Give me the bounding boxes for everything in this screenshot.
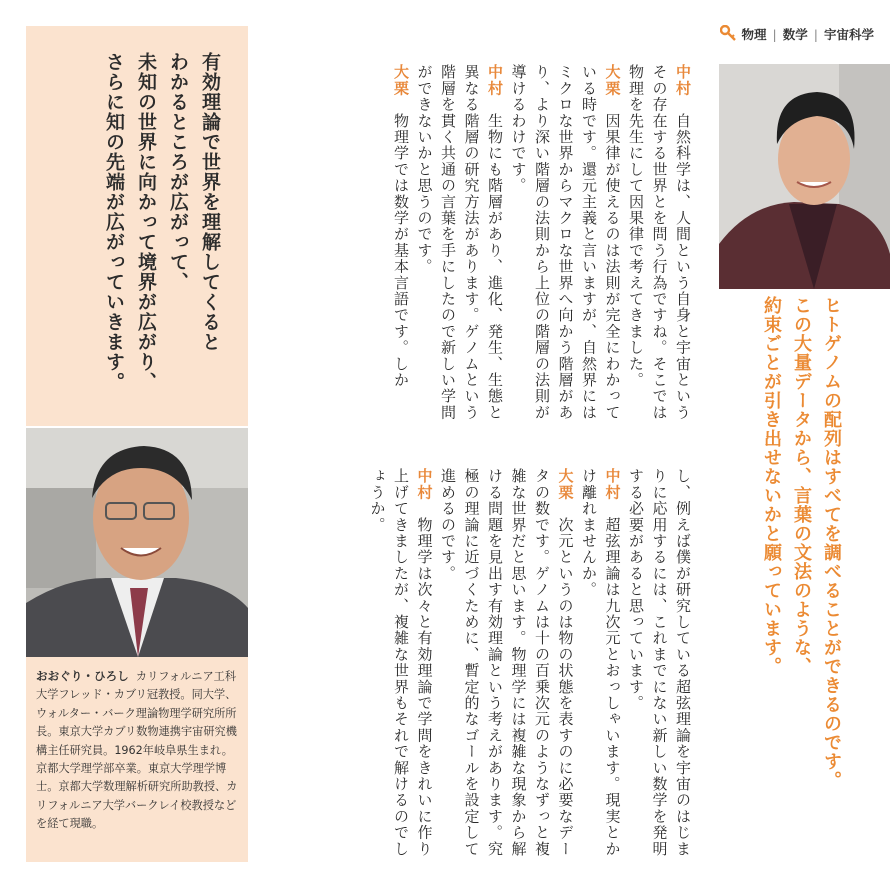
- pull-quote-panel: [26, 26, 248, 426]
- dialogue-paragraph: [624, 64, 695, 434]
- tag-separator: |: [813, 26, 818, 42]
- bio-name: おおぐり・ひろし: [36, 669, 129, 683]
- speaker-label: 大栗: [556, 468, 575, 501]
- photo-ooguri: [26, 428, 248, 657]
- speaker-label: 大栗: [603, 64, 622, 97]
- bio-box: [26, 657, 248, 862]
- dialogue-paragraph: [365, 468, 436, 860]
- dialogue-text: 生物にも階層があり、進化、発生、生態と異なる階層の研究方法があります。ゲノムという階層を貫く共通の言葉を手にしたので新しい学問ができないかと思うのです。: [415, 64, 504, 421]
- dialogue-paragraph: [577, 468, 624, 860]
- key-icon: [720, 25, 736, 44]
- bio-text: カリフォルニア工科大学フレッド・カブリ冠教授。同大学、ウォルター・バーク理論物理学研究所所長。東京大学カブリ数物連携宇宙研究機構主任研究員。1962年岐阜県生まれ。京都大学理学部卒業。東京大学理学博士。京都大学数理解析研究所助教授、カリフォルニア大学バークレイ校教授などを経て現職。: [36, 670, 238, 831]
- tag-mathematics: 数学: [782, 27, 808, 42]
- pull-quote-right: [756, 296, 846, 816]
- dialogue-text: 次元というのは物の状態を表すのに必要なデータの数です。ゲノムは十の百乗次元のようなずっと複雑な世界だと思います。物理学には複雑な現象から解ける問題を見出す有効理論という考えがあります。究極の理論に近づくために、暫定的なゴールを設定して進めるのです。: [439, 468, 575, 857]
- pull-quote-line: この大量データから、言葉の文法のような、: [791, 296, 812, 676]
- dialogue-paragraph: [389, 64, 413, 434]
- dialogue-top: [389, 64, 695, 434]
- pull-quote-line: 約束ごとが引き出せないかと願っています。: [761, 296, 782, 676]
- subject-tags: [720, 24, 874, 44]
- dialogue-text: 物理学では数学が基本言語です。しか: [392, 112, 410, 389]
- speaker-label: 中村: [603, 468, 622, 501]
- pull-quote-line: 未知の世界に向かって境界が広がり、: [135, 52, 157, 392]
- dialogue-text: 超弦理論は九次元とおっしゃいます。現実とかけ離れませんか。: [580, 468, 622, 857]
- photo-nakamura: [719, 64, 890, 289]
- pull-quote-line: さらに知の先端が広がっていきます。: [103, 52, 125, 392]
- tag-physics: 物理: [741, 27, 767, 42]
- tag-space-science: 宇宙科学: [823, 27, 874, 42]
- speaker-label: 中村: [415, 468, 434, 501]
- dialogue-paragraph: [624, 468, 695, 860]
- speaker-label: 中村: [674, 64, 692, 97]
- dialogue-text: 因果律が使えるのは法則が完全にわかっている時です。還元主義と言いますが、自然界にはミクロな世界からマクロな世界へ向かう階層があり、より深い階層の法則から上位の階層の法則が導けるわけです。: [509, 64, 622, 421]
- pull-quote-left: [98, 52, 226, 412]
- dialogue-paragraph: [506, 64, 624, 434]
- dialogue-text: 自然科学は、人間という自身と宇宙というその存在する世界とを問う行為ですね。そこでは物理を先生にして因果律で考えてきました。: [627, 64, 692, 421]
- dialogue-text: 物理学は次々と有効理論で学問をきれいに作り上げてきましたが、複雑な世界もそれで解けるのでしょうか。: [368, 468, 434, 857]
- dialogue-text: し、例えば僕が研究している超弦理論を宇宙のはじまりに応用するには、これまでにない新しい数学を発明する必要があると思っています。: [627, 468, 692, 857]
- dialogue-paragraph: [436, 468, 577, 860]
- dialogue-bottom: [365, 468, 694, 860]
- tag-separator: |: [772, 26, 777, 42]
- dialogue-paragraph: [412, 64, 506, 434]
- speaker-label: 大栗: [392, 64, 410, 97]
- pull-quote-line: ヒトゲノムの配列はすべてを調べることができるのです。: [821, 296, 842, 790]
- pull-quote-line: 有効理論で世界を理解してくると: [199, 52, 221, 352]
- speaker-label: 中村: [486, 64, 504, 97]
- pull-quote-line: わかるところが広がって、: [167, 52, 189, 292]
